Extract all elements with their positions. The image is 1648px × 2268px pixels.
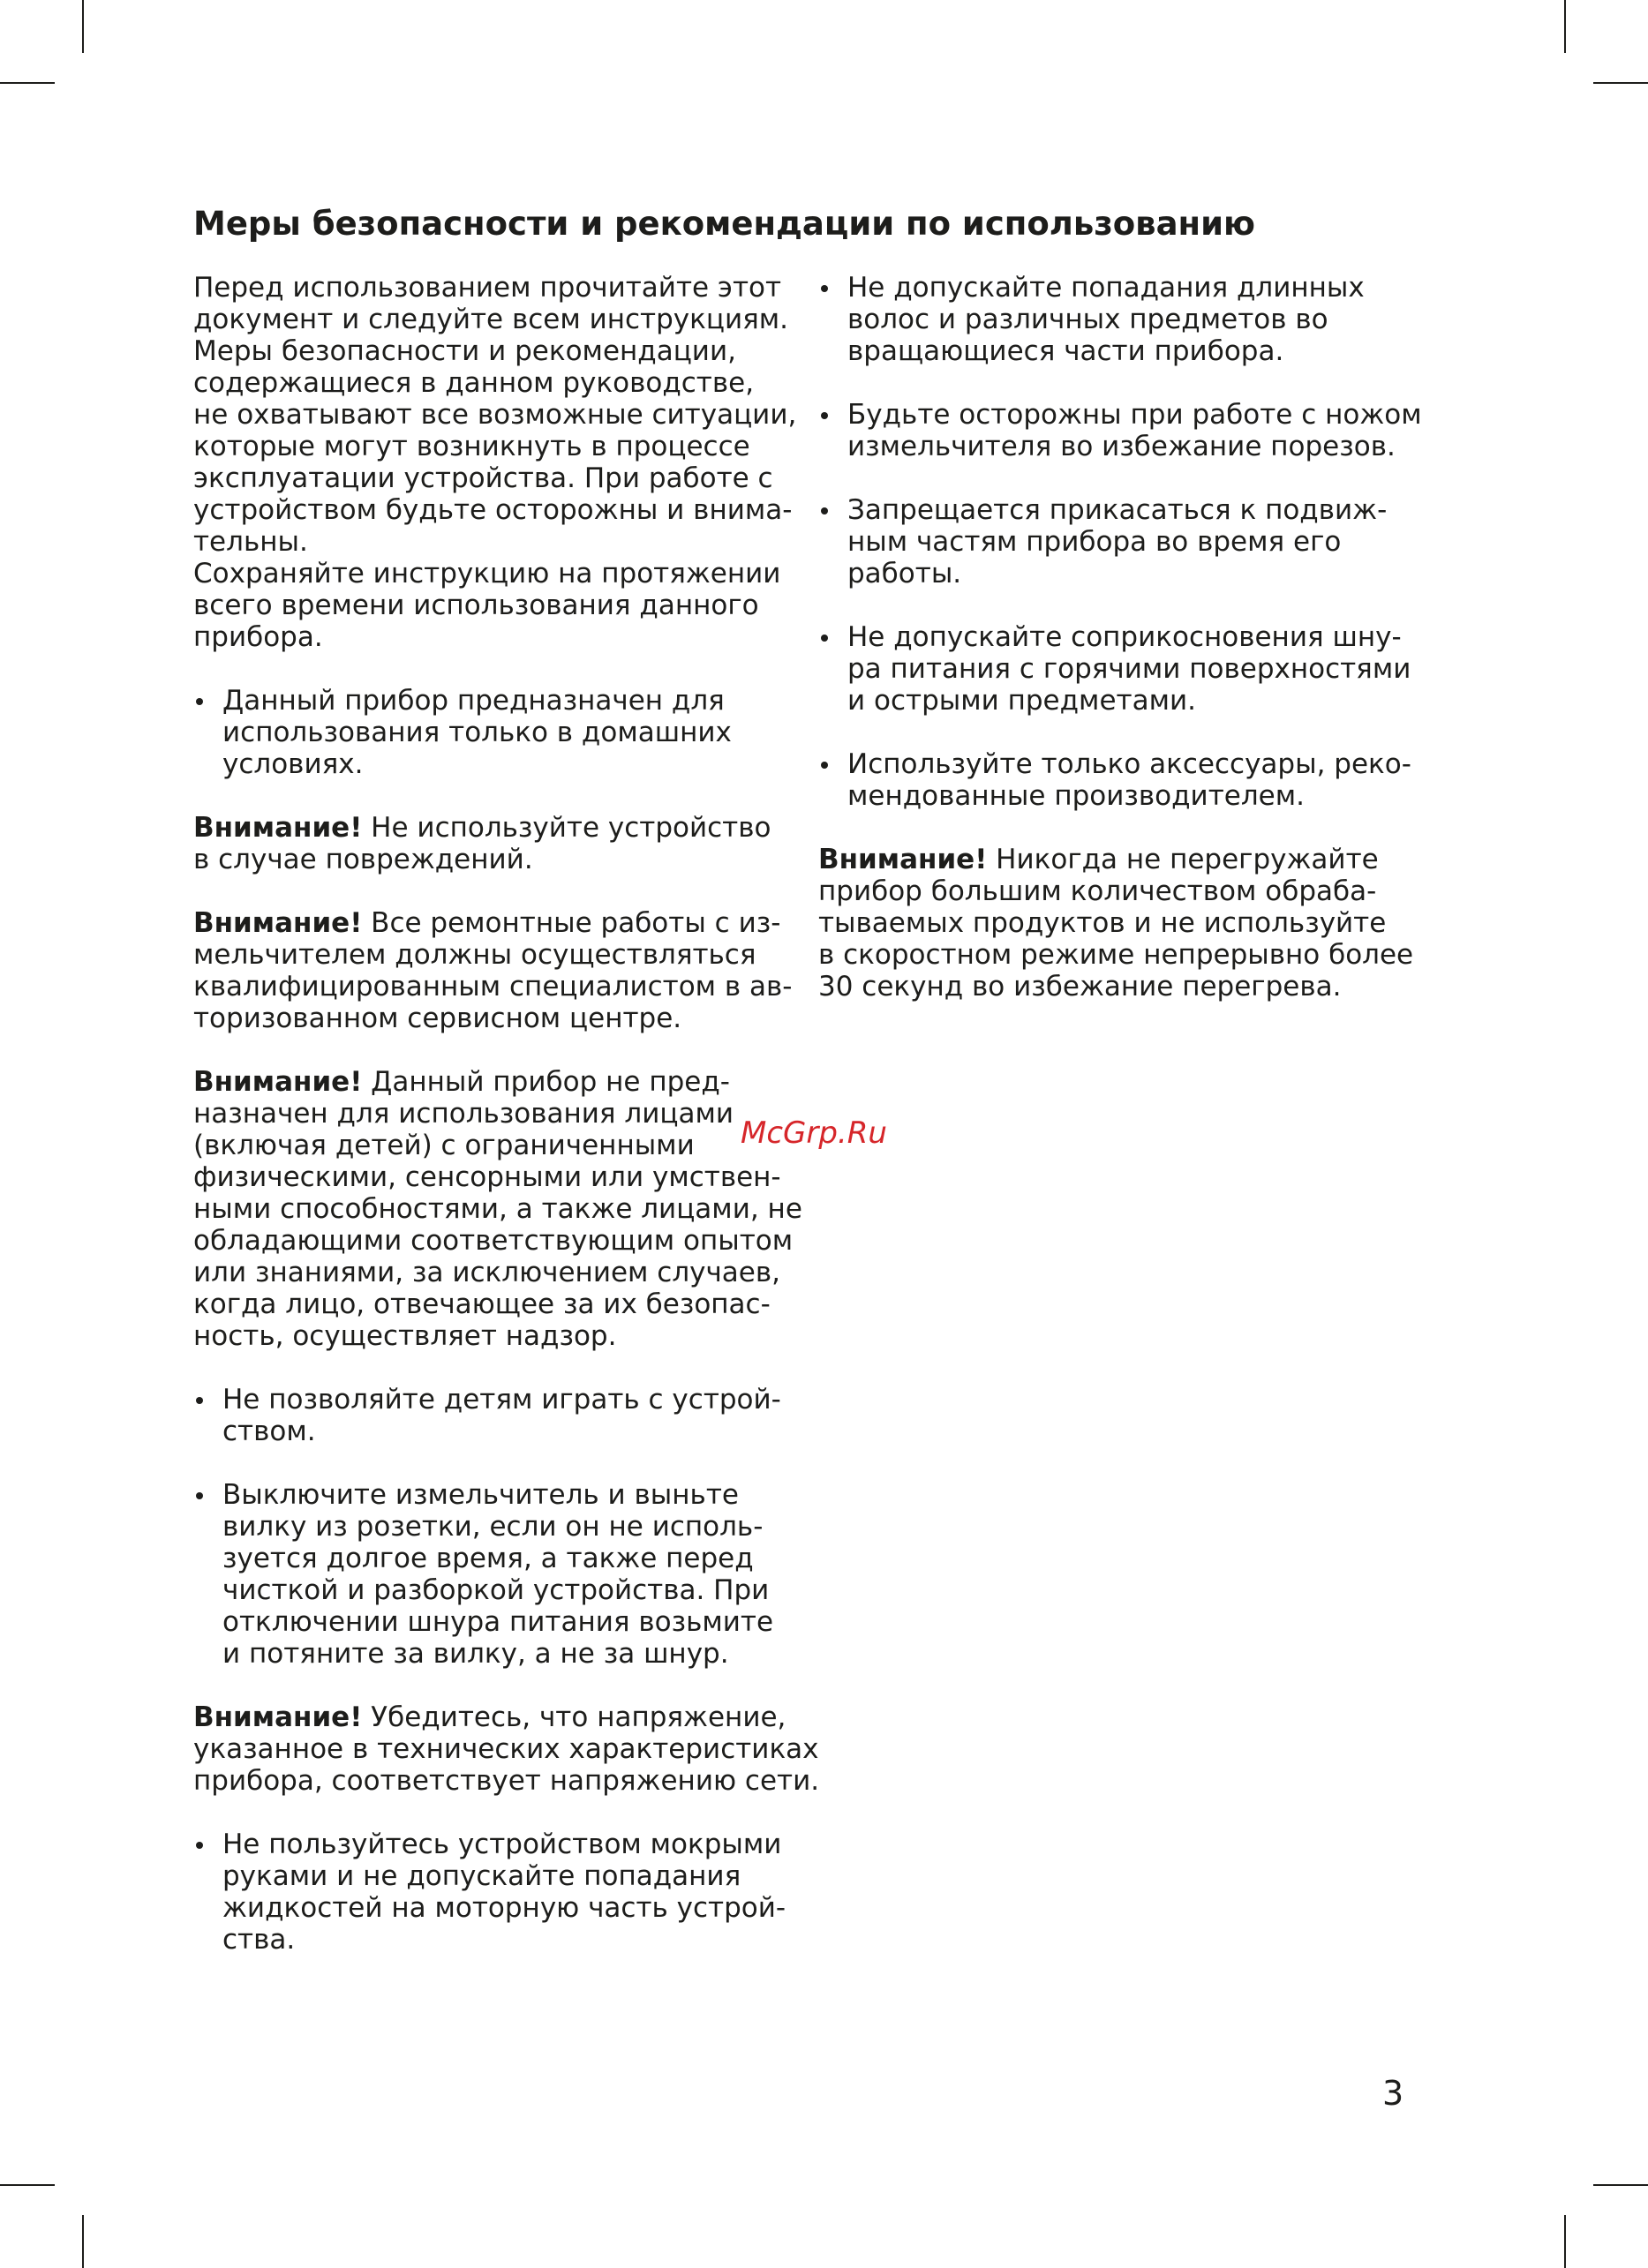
list-item-unplug: Выключите измельчитель и выньте вилку из розетки, если он не исполь- зуется долгое время, а также перед чисткой и разборкой устройства. При отключении шнура питания возьмите и потяните за вилку, а не за шнур. [222, 1479, 774, 1670]
list-item-cord: Не допускайте соприкосновения шну- ра питания с горячими поверхностями и острыми предметами. [847, 621, 1411, 717]
watermark: McGrp.Ru [741, 1115, 887, 1151]
crop-mark-bottom-left-h [0, 2184, 55, 2186]
page-number: 3 [1382, 2074, 1404, 2113]
warning-label: Внимание! [193, 1701, 363, 1733]
list-item-home-use: Данный прибор предназначен для использования только в домашних условиях. [222, 685, 732, 780]
crop-mark-top-left [82, 0, 84, 53]
list-item-hair: Не допускайте попадания длинных волос и различных предметов во вращающиеся части прибора. [847, 272, 1365, 367]
warning-repair: Внимание! Все ремонтные работы с из- мельчителем должны осуществляться квалифицированным специалистом в ав- торизованном сервисном центре. [193, 907, 793, 1034]
crop-mark-top-right-h [1593, 82, 1648, 84]
crop-mark-bottom-left [82, 2215, 84, 2268]
warning-label: Внимание! [818, 844, 988, 875]
list-item-moving-parts: Запрещается прикасаться к подвиж- ным частям прибора во время его работы. [847, 494, 1388, 590]
page-title: Меры безопасности и рекомендации по использованию [193, 205, 1256, 243]
crop-mark-top-right [1564, 0, 1566, 53]
warning-label: Внимание! [193, 812, 363, 844]
warning-damage: Внимание! Не используйте устройство в случае повреждений. [193, 812, 771, 875]
warning-overload: Внимание! Никогда не перегружайте прибор большим количеством обраба- тываемых продуктов и не используйте в скоростном режиме непрерывно более 30 секунд во избежание перегрева. [818, 844, 1414, 1003]
warning-label: Внимание! [193, 1066, 363, 1098]
crop-mark-top-left-h [0, 82, 55, 84]
list-item-accessories: Используйте только аксессуары, реко- мендованные производителем. [847, 748, 1411, 812]
crop-mark-bottom-right-h [1593, 2184, 1648, 2186]
right-column [818, 272, 1427, 1034]
list-item-children: Не позволяйте детям играть с устрой- ством. [222, 1384, 781, 1447]
warning-label: Внимание! [193, 907, 363, 939]
warning-voltage: Внимание! Убедитесь, что напряжение, указанное в технических характеристиках прибора, соответствует напряжению сети. [193, 1701, 820, 1797]
list-item-wet-hands: Не пользуйтесь устройством мокрыми руками и не допускайте попадания жидкостей на моторную часть устрой- ства. [222, 1829, 786, 1956]
intro-paragraph: Перед использованием прочитайте этот документ и следуйте всем инструкциям. Меры безопасности и рекомендации, содержащиеся в данном руководстве, не охватывают все возможные ситуации, которые могут возникнуть в процессе эксплуатации устройства. При работе с устройством будьте осторожны и внима- тельны. Сохраняйте инструкцию на протяжении всего времени использования данного прибора. [193, 272, 797, 653]
crop-mark-bottom-right [1564, 2215, 1566, 2268]
list-item-knife: Будьте осторожны при работе с ножом измельчителя во избежание порезов. [847, 399, 1422, 462]
warning-restricted-persons: Внимание! Данный прибор не пред- назначен для использования лицами (включая детей) с ограниченными физическими, сенсорными или умствен- ными способностями, а также лицами, не обладающими соответствующим опытом или знаниями, за исключением случаев, когда лицо, отвечающее за их безопас- ность, осуществляет надзор. [193, 1066, 802, 1352]
